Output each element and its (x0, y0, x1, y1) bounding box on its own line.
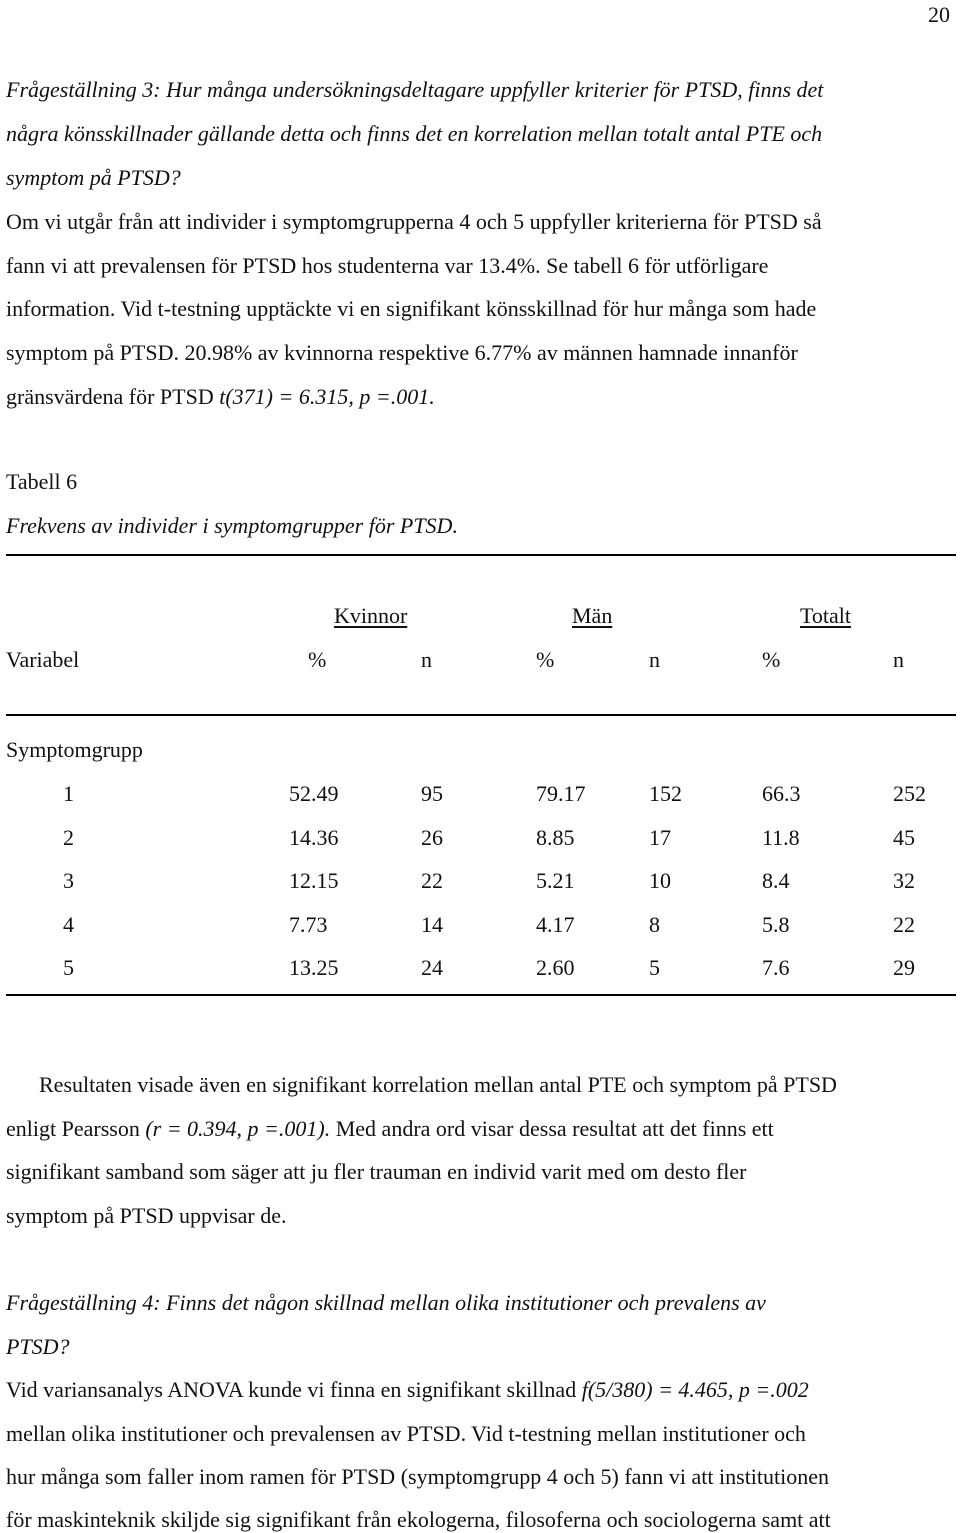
q3-heading-line-1: Frågeställning 3: Hur många undersökningsdeltagare uppfyller kriterier för PTSD, finns det (6, 77, 824, 102)
q4-heading-line-1: Frågeställning 4: Finns det någon skillnad mellan olika institutioner och prevalens av (6, 1290, 766, 1315)
results-line-3: signifikant samband som säger att ju fler trauman en individ varit med om desto fler (6, 1159, 747, 1184)
table-cell: 8.4 (762, 868, 790, 893)
variable-header: Variabel (6, 647, 80, 672)
table-cell: 152 (649, 781, 682, 806)
results-plain-a: enligt Pearsson (6, 1116, 146, 1141)
table-cell: 5.21 (536, 868, 575, 893)
q4-body-line-4: för maskinteknik skiljde sig signifikant från ekologerna, filosoferna och sociologerna samt att (6, 1507, 831, 1532)
table-cell: 3 (63, 868, 74, 893)
group-header-man: Män (572, 603, 613, 628)
table-cell: 24 (421, 955, 443, 980)
table-cell: 79.17 (536, 781, 586, 806)
table-cell: 1 (63, 781, 74, 806)
q3-body-line-2: fann vi att prevalensen för PTSD hos studenterna var 13.4%. Se tabell 6 för utförligare (6, 253, 769, 278)
q3-body-line-4: symptom på PTSD. 20.98% av kvinnorna respektive 6.77% av männen hamnade innanför (6, 340, 798, 365)
table-cell: 4 (63, 912, 74, 937)
q4-body-line-3: hur många som faller inom ramen för PTSD (symptomgrupp 4 och 5) fann vi att institutionen (6, 1464, 830, 1489)
subheader-totalt-percent: % (762, 647, 781, 672)
q3-heading-line-2: några könsskillnader gällande detta och finns det en korrelation mellan totalt antal PTE och (6, 121, 823, 146)
subheader-man-n: n (649, 647, 660, 672)
table-cell: 252 (893, 781, 926, 806)
subheader-kvinnor-n: n (421, 647, 432, 672)
q3-heading-line-3: symptom på PTSD? (6, 165, 181, 190)
q3-body-line-5 (6, 384, 435, 410)
results-line-2 (6, 1116, 774, 1142)
q4-body-line-1 (6, 1377, 809, 1403)
table-cell: 2 (63, 825, 74, 850)
table-label: Tabell 6 (6, 469, 78, 494)
q4-heading-line-2: PTSD? (6, 1334, 70, 1359)
table-caption: Frekvens av individer i symptomgrupper för PTSD. (6, 513, 458, 538)
table-cell: 22 (893, 912, 915, 937)
q4-body-stat: f(5/380) = 4.465, p =.002 (581, 1377, 809, 1402)
results-line-1: Resultaten visade även en signifikant korrelation mellan antal PTE och symptom på PTSD (39, 1072, 837, 1097)
results-line-4: symptom på PTSD uppvisar de. (6, 1203, 287, 1228)
subheader-totalt-n: n (893, 647, 904, 672)
subheader-man-percent: % (536, 647, 555, 672)
q3-body-stat: t(371) = 6.315, p =.001. (219, 384, 435, 409)
table-cell: 22 (421, 868, 443, 893)
q3-body-line-1: Om vi utgår från att individer i symptomgrupperna 4 och 5 uppfyller kriterierna för PTSD så (6, 209, 822, 234)
group-header-totalt: Totalt (800, 603, 852, 628)
table-cell: 66.3 (762, 781, 801, 806)
page-number: 20 (928, 2, 950, 27)
table-cell: 11.8 (762, 825, 800, 850)
table-cell: 14 (421, 912, 443, 937)
table-cell: 45 (893, 825, 915, 850)
q4-body-plain: Vid variansanalys ANOVA kunde vi finna en signifikant skillnad (6, 1377, 582, 1402)
table-cell: 4.17 (536, 912, 575, 937)
table-cell: 2.60 (536, 955, 575, 980)
table-header-rule (6, 714, 956, 716)
table-top-rule (6, 554, 956, 556)
table-cell: 7.6 (762, 955, 790, 980)
q3-body-plain: gränsvärdena för PTSD (6, 384, 220, 409)
table-cell: 8 (649, 912, 660, 937)
results-stat: (r = 0.394, p =.001). (145, 1116, 331, 1141)
table-cell: 12.15 (289, 868, 339, 893)
table-cell: 14.36 (289, 825, 339, 850)
table-cell: 32 (893, 868, 915, 893)
results-plain-b: Med andra ord visar dessa resultat att det finns ett (330, 1116, 774, 1141)
group-header-kvinnor: Kvinnor (334, 603, 408, 628)
table-cell: 29 (893, 955, 915, 980)
table-cell: 5.8 (762, 912, 790, 937)
table-cell: 95 (421, 781, 443, 806)
table-cell: 8.85 (536, 825, 575, 850)
table-bottom-rule (6, 994, 956, 996)
q4-body-line-2: mellan olika institutioner och prevalensen av PTSD. Vid t-testning mellan institutioner och (6, 1421, 806, 1446)
table-cell: 26 (421, 825, 443, 850)
q3-body-line-3: information. Vid t-testning upptäckte vi en signifikant könsskillnad för hur många som hade (6, 296, 817, 321)
table-cell: 10 (649, 868, 671, 893)
table-cell: 17 (649, 825, 671, 850)
table-cell: 13.25 (289, 955, 339, 980)
table-cell: 7.73 (289, 912, 328, 937)
subheader-kvinnor-percent: % (308, 647, 327, 672)
table-cell: 5 (63, 955, 74, 980)
row-group-label: Symptomgrupp (6, 737, 143, 762)
table-cell: 52.49 (289, 781, 339, 806)
table-cell: 5 (649, 955, 660, 980)
